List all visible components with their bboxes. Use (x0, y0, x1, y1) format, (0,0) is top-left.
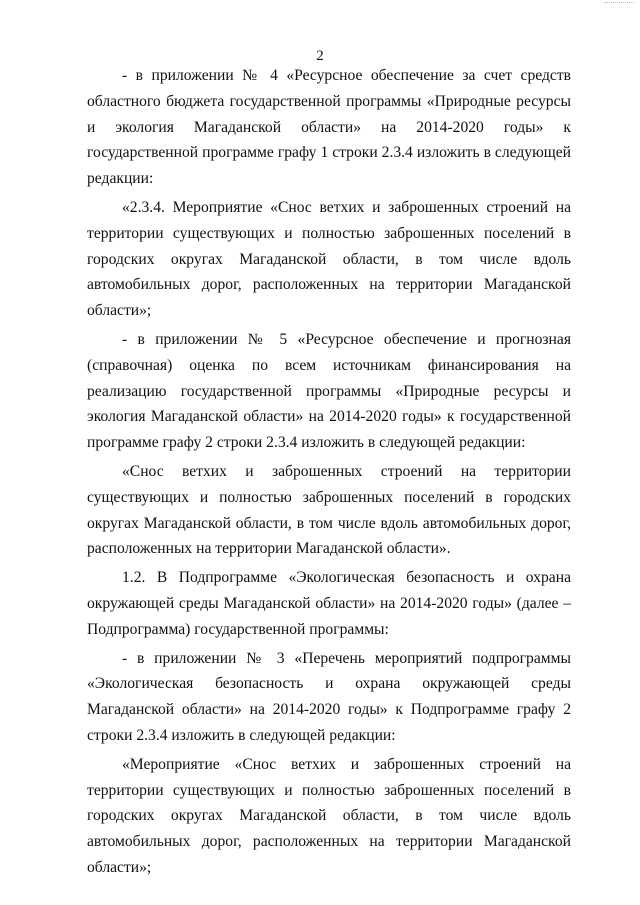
paragraph-demolition-text: «Снос ветхих и заброшенных строений на территории существующих и полностью заброшенных поселений в городских округах Магаданской области, в том числе вдоль автомобильных дорог, расположенных на территории Магаданской области». (87, 462, 571, 558)
page-number: 2 (316, 48, 324, 64)
paragraph-appendix-4: - в приложении № 4 «Ресурсное обеспечение за счет средств областного бюджета государственной программы «Природные ресурсы и экология Магаданской области» на 2014-2020 годы» к государственной программе графу 1 строки 2.3.4 изложить в следующей редакции: (87, 67, 571, 188)
paragraph-measure-text: «Мероприятие «Снос ветхих и заброшенных строений на территории существующих и полностью заброшенных поселений в городских округах Магаданской области, в том числе вдоль автомобильных дорог, расположенных на территории Магаданской области»; (87, 755, 571, 876)
scan-corner-mark (604, 2, 634, 7)
paragraph-appendix-5: - в приложении № 5 «Ресурсное обеспечение и прогнозная (справочная) оценка по всем источникам финансирования на реализацию государственной программы «Природные ресурсы и экология Магаданской области» на 2014-2020 годы» к государственной программе графу 2 строки 2.3.4 изложить в следующей редакции: (87, 330, 571, 452)
document-body (87, 63, 571, 881)
paragraph-subprogram-1-2: 1.2. В Подпрограмме «Экологическая безопасность и охрана окружающей среды Магаданской области» на 2014-2020 годы» (далее – Подпрограмма) государственной программы: (87, 569, 571, 638)
paragraph-appendix-3: - в приложении № 3 «Перечень мероприятий подпрограммы «Экологическая безопасность и охрана окружающей среды Магаданской области» на 2014-2020 годы» к Подпрограмме графу 2 строки 2.3.4 изложить в следующей редакции: (87, 649, 571, 744)
paragraph-measure-2-3-4: «2.3.4. Мероприятие «Снос ветхих и заброшенных строений на территории существующих и полностью заброшенных поселений в городских округах Магаданской области, в том числе вдоль автомобильных дорог, расположенных на территории Магаданской области»; (87, 198, 571, 320)
